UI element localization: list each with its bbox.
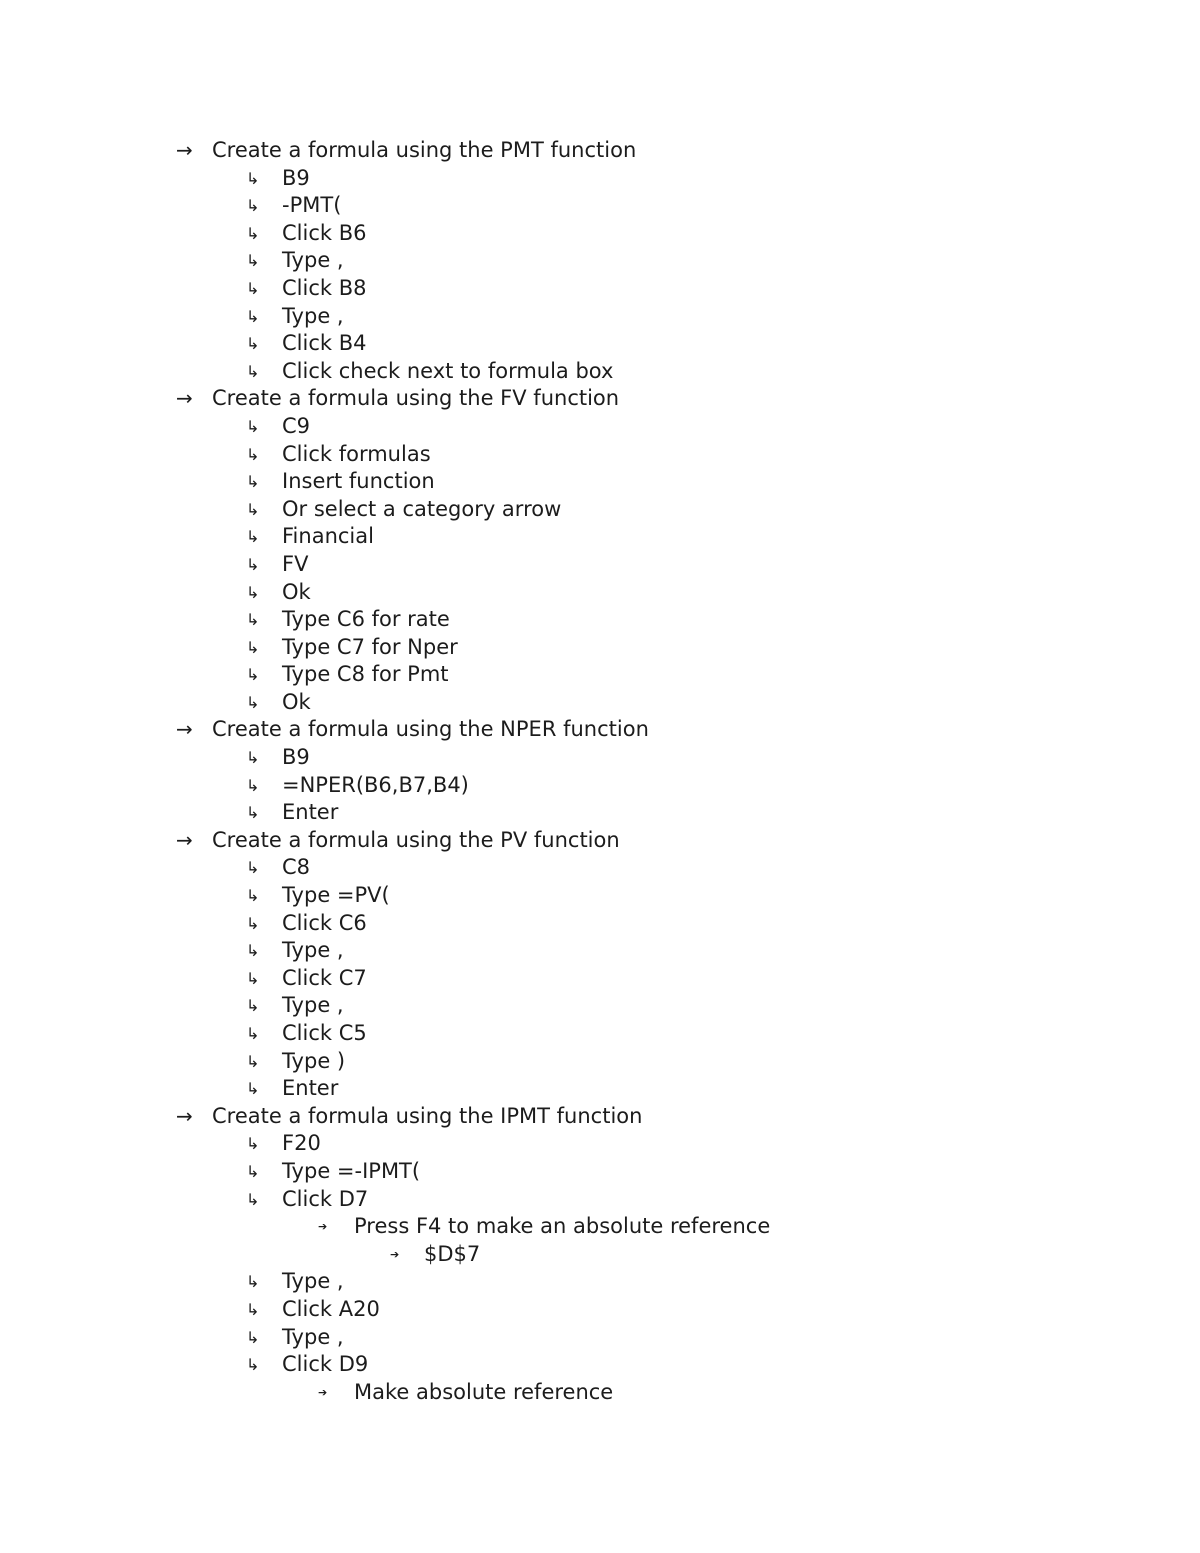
outline-item-text: Create a formula using the IPMT function — [212, 1103, 643, 1128]
outline-item-text: Or select a category arrow — [282, 496, 562, 521]
down-right-arrow-icon: ↳ — [246, 1189, 260, 1209]
outline-item-level-2 — [0, 910, 1200, 938]
outline-item-level-2 — [0, 275, 1200, 303]
down-right-arrow-icon: ↳ — [246, 1079, 260, 1099]
outline-item-level-2 — [0, 1130, 1200, 1158]
outline-item-text: Type , — [282, 1269, 344, 1294]
outline-item-level-2 — [0, 1268, 1200, 1296]
down-right-arrow-icon: ↳ — [246, 168, 260, 188]
outline-item-level-1 — [0, 137, 1200, 165]
outline-item-text: Click check next to formula box — [282, 358, 614, 383]
outline-item-text: Create a formula using the PMT function — [212, 138, 637, 162]
outline-item-level-2 — [0, 358, 1200, 386]
outline-item-text: Financial — [282, 524, 374, 549]
down-right-arrow-icon: ↳ — [246, 692, 260, 712]
down-right-arrow-icon: ↳ — [246, 196, 260, 216]
outline-item-level-1 — [0, 385, 1200, 413]
down-right-arrow-icon: ↳ — [246, 1327, 260, 1347]
down-right-arrow-icon: ↳ — [246, 1134, 260, 1154]
outline-item-level-3 — [0, 1213, 1200, 1241]
outline-item-text: Type ) — [282, 1048, 346, 1073]
down-right-arrow-icon: ↳ — [246, 748, 260, 768]
outline-item-text: Type =-IPMT( — [282, 1158, 421, 1183]
down-right-arrow-icon: ↳ — [246, 1024, 260, 1043]
down-right-arrow-icon: ↳ — [246, 803, 260, 823]
outline-item-level-1 — [0, 1103, 1200, 1131]
down-right-arrow-icon: ↳ — [246, 251, 260, 271]
outline-item-level-2 — [0, 496, 1200, 524]
down-right-arrow-icon: ↳ — [246, 472, 260, 492]
outline-item-text: Insert function — [282, 469, 435, 494]
outline-item-level-2 — [0, 799, 1200, 827]
outline-item-text: C9 — [282, 413, 311, 438]
down-right-arrow-icon: ↳ — [246, 665, 260, 685]
outline-item-text: Create a formula using the NPER function — [212, 717, 649, 742]
outline-item-text: Ok — [282, 579, 311, 604]
outline-item-level-2 — [0, 1351, 1200, 1379]
document-outline — [0, 137, 1200, 1406]
down-right-arrow-icon: ↳ — [246, 775, 260, 795]
outline-item-level-2 — [0, 1296, 1200, 1324]
down-right-arrow-icon: ↳ — [246, 968, 260, 988]
outline-item-text: Click C7 — [282, 965, 367, 990]
outline-item-level-2 — [0, 303, 1200, 331]
right-arrow-icon: → — [176, 717, 193, 742]
down-right-arrow-icon: ↳ — [246, 941, 260, 961]
outline-item-level-2 — [0, 192, 1200, 220]
outline-item-text: Type C7 for Nper — [282, 634, 458, 659]
outline-item-level-1 — [0, 716, 1200, 744]
outline-item-text: Click C6 — [282, 910, 367, 935]
outline-item-level-1 — [0, 827, 1200, 855]
right-arrow-icon: → — [176, 827, 193, 852]
outline-item-text: Type C6 for rate — [282, 607, 450, 632]
outline-item-text: B9 — [282, 165, 310, 190]
down-right-arrow-icon: ↳ — [246, 858, 260, 878]
outline-item-text: FV — [282, 551, 309, 576]
outline-item-text: Create a formula using the PV function — [212, 827, 620, 852]
outline-item-level-2 — [0, 744, 1200, 772]
outline-item-level-4 — [0, 1241, 1200, 1269]
outline-item-text: Type , — [282, 993, 344, 1018]
outline-item-text: Click A20 — [282, 1296, 380, 1321]
small-arrow-icon: ➔ — [318, 1220, 328, 1234]
down-right-arrow-icon: ↳ — [246, 361, 260, 381]
outline-item-level-2 — [0, 854, 1200, 882]
outline-item-level-2 — [0, 551, 1200, 579]
outline-item-level-2 — [0, 1158, 1200, 1186]
outline-item-text: Type , — [282, 303, 344, 328]
outline-item-text: Ok — [282, 689, 311, 714]
outline-item-text: Create a formula using the FV function — [212, 386, 620, 411]
outline-item-level-2 — [0, 165, 1200, 193]
down-right-arrow-icon: ↳ — [246, 444, 260, 464]
down-right-arrow-icon: ↳ — [246, 554, 260, 574]
outline-item-text: Click C5 — [282, 1021, 367, 1045]
outline-item-text: C8 — [282, 855, 311, 880]
outline-item-level-2 — [0, 247, 1200, 275]
outline-item-text: B9 — [282, 745, 310, 770]
outline-item-level-2 — [0, 1324, 1200, 1352]
outline-item-level-2 — [0, 772, 1200, 800]
down-right-arrow-icon: ↳ — [246, 886, 260, 906]
small-arrow-icon: ➔ — [390, 1247, 400, 1261]
outline-item-text: Press F4 to make an absolute reference — [354, 1214, 771, 1239]
outline-item-text: -PMT( — [282, 193, 342, 218]
outline-item-level-2 — [0, 1020, 1200, 1048]
outline-item-level-2 — [0, 579, 1200, 607]
outline-item-text: Type , — [282, 938, 344, 963]
down-right-arrow-icon: ↳ — [246, 996, 260, 1016]
outline-item-level-2 — [0, 882, 1200, 910]
down-right-arrow-icon: ↳ — [246, 913, 260, 933]
outline-item-text: Enter — [282, 1076, 339, 1101]
down-right-arrow-icon: ↳ — [246, 223, 260, 243]
down-right-arrow-icon: ↳ — [246, 1051, 260, 1071]
outline-item-level-3 — [0, 1379, 1200, 1407]
outline-item-text: $D$7 — [424, 1241, 481, 1266]
outline-item-text: Click D9 — [282, 1352, 369, 1377]
outline-item-level-2 — [0, 661, 1200, 689]
outline-item-text: Type , — [282, 248, 344, 273]
outline-item-level-2 — [0, 220, 1200, 248]
outline-item-level-2 — [0, 523, 1200, 551]
down-right-arrow-icon: ↳ — [246, 306, 260, 326]
right-arrow-icon: → — [176, 386, 193, 411]
outline-item-text: Click B8 — [282, 275, 367, 300]
outline-item-level-2 — [0, 965, 1200, 993]
outline-item-level-2 — [0, 689, 1200, 717]
down-right-arrow-icon: ↳ — [246, 1161, 260, 1181]
outline-item-level-2 — [0, 441, 1200, 469]
outline-item-text: Type , — [282, 1324, 344, 1349]
outline-item-level-2 — [0, 937, 1200, 965]
outline-item-level-2 — [0, 330, 1200, 358]
outline-item-text: Click formulas — [282, 441, 431, 466]
outline-item-level-2 — [0, 413, 1200, 441]
down-right-arrow-icon: ↳ — [246, 527, 260, 547]
down-right-arrow-icon: ↳ — [246, 499, 260, 519]
down-right-arrow-icon: ↳ — [246, 637, 260, 657]
outline-item-text: Click D7 — [282, 1186, 369, 1211]
small-arrow-icon: ➔ — [318, 1385, 328, 1399]
down-right-arrow-icon: ↳ — [246, 1299, 260, 1319]
outline-item-text: F20 — [282, 1131, 321, 1156]
down-right-arrow-icon: ↳ — [246, 1355, 260, 1375]
outline-item-level-2 — [0, 606, 1200, 634]
outline-item-level-2 — [0, 634, 1200, 662]
down-right-arrow-icon: ↳ — [246, 278, 260, 298]
down-right-arrow-icon: ↳ — [246, 416, 260, 436]
outline-item-text: Make absolute reference — [354, 1379, 614, 1404]
down-right-arrow-icon: ↳ — [246, 1272, 260, 1292]
outline-item-text: Type C8 for Pmt — [282, 662, 449, 687]
right-arrow-icon: → — [176, 1103, 193, 1128]
outline-item-text: Click B4 — [282, 331, 367, 356]
down-right-arrow-icon: ↳ — [246, 582, 260, 602]
outline-item-level-2 — [0, 992, 1200, 1020]
outline-item-level-2 — [0, 1075, 1200, 1103]
outline-item-text: Type =PV( — [282, 883, 390, 908]
outline-item-level-2 — [0, 1048, 1200, 1076]
right-arrow-icon: → — [176, 138, 193, 162]
outline-item-text: Enter — [282, 800, 339, 825]
outline-item-text: =NPER(B6,B7,B4) — [282, 772, 469, 797]
down-right-arrow-icon: ↳ — [246, 610, 260, 630]
outline-item-level-2 — [0, 1186, 1200, 1214]
down-right-arrow-icon: ↳ — [246, 334, 260, 354]
outline-item-text: Click B6 — [282, 220, 367, 245]
outline-item-level-2 — [0, 468, 1200, 496]
